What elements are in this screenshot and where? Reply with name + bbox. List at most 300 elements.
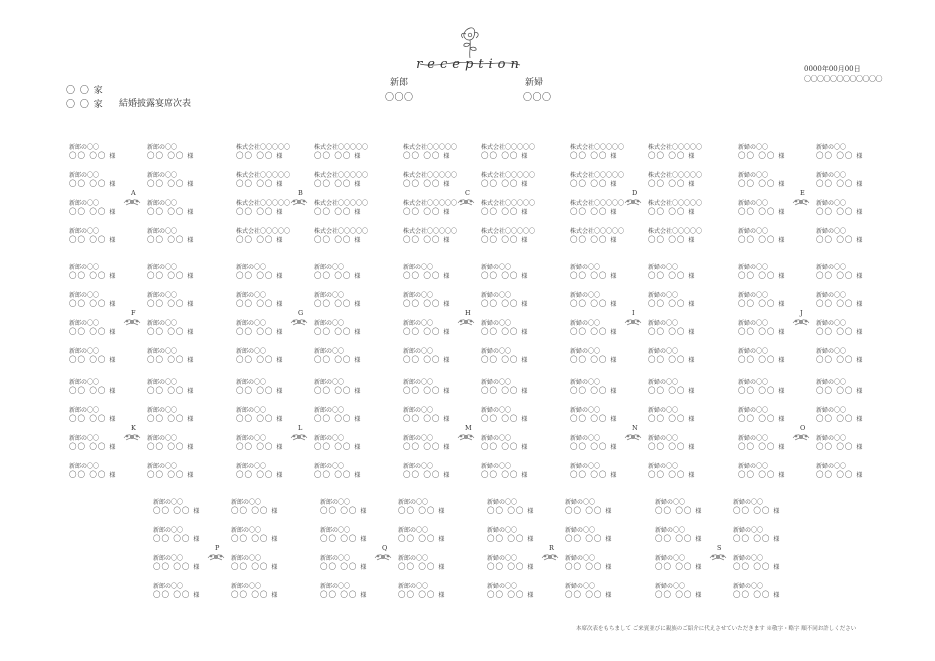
guest-title: 新婦の〇〇: [733, 499, 764, 506]
honorific: 様: [354, 301, 362, 308]
guest-seat: [481, 436, 528, 453]
honorific: 様: [856, 416, 864, 423]
guest-name: 〇〇 〇〇 様: [153, 562, 201, 571]
guest-title: 新郎の〇〇: [147, 435, 178, 442]
guest-name: 〇〇 〇〇 様: [403, 386, 451, 395]
guest-title: 新婦の〇〇: [481, 407, 512, 414]
document-subtitle: 結婚披露宴席次表: [119, 99, 192, 109]
guest-name: 〇〇 〇〇 様: [816, 299, 864, 308]
guest-name: 〇〇 〇〇 様: [403, 414, 451, 423]
flower-table-icon: [456, 430, 476, 444]
guest-title: 新婦の〇〇: [570, 463, 601, 470]
honorific: 様: [354, 472, 362, 479]
guest-title: 新郎の〇〇: [403, 264, 434, 271]
guest-seat: [816, 293, 863, 310]
guest-title: 新婦の〇〇: [481, 348, 512, 355]
honorific: 様: [271, 592, 279, 599]
honorific: 様: [438, 508, 446, 515]
guest-name: 〇〇 〇〇 様: [816, 207, 864, 216]
guest-name: 〇〇 〇〇 様: [320, 534, 368, 543]
guest-seat: [570, 436, 617, 453]
guest-seat: [403, 380, 450, 397]
guest-name: 〇〇 〇〇 様: [733, 506, 781, 515]
guest-name: 〇〇 〇〇 様: [314, 414, 362, 423]
flower-table-icon: [791, 315, 811, 329]
guest-title: 新婦の〇〇: [648, 407, 679, 414]
table-letter: E: [800, 189, 805, 197]
honorific: 様: [527, 508, 535, 515]
guest-seat: [147, 436, 194, 453]
honorific: 様: [695, 592, 703, 599]
guest-name: 〇〇 〇〇 様: [147, 386, 195, 395]
honorific: 様: [688, 301, 696, 308]
guest-seat: [153, 500, 200, 517]
honorific: 様: [856, 301, 864, 308]
bride-family-name: 〇 〇 家: [66, 100, 104, 110]
guest-seat: [481, 293, 528, 310]
guest-seat: [69, 173, 116, 190]
guest-title: 新郎の〇〇: [314, 435, 345, 442]
guest-title: 新郎の〇〇: [231, 583, 262, 590]
flower-table-icon: [289, 315, 309, 329]
guest-seat: [648, 265, 695, 282]
guest-seat: [231, 584, 278, 601]
guest-title: 新郎の〇〇: [236, 463, 267, 470]
guest-name: 〇〇 〇〇 様: [733, 590, 781, 599]
flower-table-icon: [289, 430, 309, 444]
guest-name: 〇〇 〇〇 様: [231, 590, 279, 599]
guest-seat: [236, 380, 283, 397]
guest-seat: [481, 173, 535, 190]
guest-seat: [314, 265, 361, 282]
guest-title: 新婦の〇〇: [570, 348, 601, 355]
honorific: 様: [354, 209, 362, 216]
guest-name: 〇〇 〇〇 様: [481, 299, 529, 308]
honorific: 様: [276, 388, 284, 395]
guest-title: 新婦の〇〇: [816, 435, 847, 442]
guest-title: 新郎の〇〇: [236, 435, 267, 442]
guest-name: 〇〇 〇〇 様: [236, 470, 284, 479]
guest-title: 株式会社〇〇〇〇〇: [314, 228, 369, 235]
guest-seat: [236, 293, 283, 310]
guest-seat: [236, 464, 283, 481]
guest-name: 〇〇 〇〇 様: [236, 299, 284, 308]
flower-table-icon: [623, 195, 643, 209]
guest-title: 新婦の〇〇: [648, 435, 679, 442]
guest-seat: [320, 556, 367, 573]
honorific: 様: [521, 301, 529, 308]
honorific: 様: [778, 472, 786, 479]
honorific: 様: [271, 508, 279, 515]
guest-name: 〇〇 〇〇 様: [565, 506, 613, 515]
guest-name: 〇〇 〇〇 様: [733, 562, 781, 571]
guest-seat: [738, 229, 785, 246]
guest-title: 新郎の〇〇: [398, 555, 429, 562]
guest-title: 新婦の〇〇: [655, 583, 686, 590]
guest-name: 〇〇 〇〇 様: [816, 470, 864, 479]
guest-seat: [147, 229, 194, 246]
guest-name: 〇〇 〇〇 様: [487, 534, 535, 543]
guest-title: 新婦の〇〇: [738, 435, 769, 442]
guest-name: 〇〇 〇〇 様: [231, 562, 279, 571]
table-letter: F: [131, 309, 136, 317]
guest-title: 新郎の〇〇: [403, 407, 434, 414]
guest-name: 〇〇 〇〇 様: [816, 179, 864, 188]
table-letter: C: [465, 189, 470, 197]
guest-name: 〇〇 〇〇 様: [570, 299, 618, 308]
guest-name: 〇〇 〇〇 様: [236, 386, 284, 395]
honorific: 様: [521, 273, 529, 280]
guest-seat: [738, 173, 785, 190]
guest-name: 〇〇 〇〇 様: [314, 207, 362, 216]
guest-seat: [147, 293, 194, 310]
guest-name: 〇〇 〇〇 様: [738, 386, 786, 395]
guest-title: 株式会社〇〇〇〇〇: [314, 172, 369, 179]
honorific: 様: [521, 153, 529, 160]
honorific: 様: [187, 153, 195, 160]
guest-title: 新郎の〇〇: [398, 583, 429, 590]
honorific: 様: [856, 444, 864, 451]
guest-title: 新郎の〇〇: [403, 463, 434, 470]
honorific: 様: [695, 508, 703, 515]
honorific: 様: [187, 472, 195, 479]
guest-seat: [69, 265, 116, 282]
guest-seat: [320, 500, 367, 517]
guest-name: 〇〇 〇〇 様: [481, 179, 529, 188]
guest-title: 新婦の〇〇: [487, 583, 518, 590]
guest-seat: [481, 145, 535, 162]
guest-seat: [320, 584, 367, 601]
honorific: 様: [187, 273, 195, 280]
guest-title: 新婦の〇〇: [570, 407, 601, 414]
guest-name: 〇〇 〇〇 様: [570, 179, 618, 188]
guest-seat: [655, 500, 702, 517]
guest-seat: [314, 380, 361, 397]
guest-seat: [565, 500, 612, 517]
honorific: 様: [688, 237, 696, 244]
guest-seat: [816, 321, 863, 338]
guest-title: 新郎の〇〇: [147, 292, 178, 299]
guest-title: 新郎の〇〇: [314, 348, 345, 355]
guest-name: 〇〇 〇〇 様: [236, 235, 284, 244]
honorific: 様: [778, 301, 786, 308]
honorific: 様: [109, 329, 117, 336]
guest-name: 〇〇 〇〇 様: [69, 386, 117, 395]
table-letter: D: [632, 189, 638, 197]
guest-title: 新婦の〇〇: [738, 348, 769, 355]
honorific: 様: [610, 357, 618, 364]
guest-title: 株式会社〇〇〇〇〇: [570, 144, 625, 151]
guest-seat: [69, 229, 116, 246]
guest-seat: [816, 436, 863, 453]
honorific: 様: [778, 444, 786, 451]
guest-title: 新郎の〇〇: [236, 320, 267, 327]
guest-seat: [153, 584, 200, 601]
guest-title: 新郎の〇〇: [320, 555, 351, 562]
guest-name: 〇〇 〇〇 様: [570, 327, 618, 336]
honorific: 様: [688, 273, 696, 280]
honorific: 様: [521, 209, 529, 216]
guest-name: 〇〇 〇〇 様: [481, 151, 529, 160]
honorific: 様: [360, 536, 368, 543]
flower-logo: [416, 22, 524, 80]
guest-title: 新郎の〇〇: [403, 435, 434, 442]
guest-title: 新郎の〇〇: [69, 144, 100, 151]
guest-title: 株式会社〇〇〇〇〇: [403, 200, 458, 207]
honorific: 様: [688, 472, 696, 479]
guest-title: 新婦の〇〇: [733, 555, 764, 562]
guest-seat: [403, 173, 457, 190]
honorific: 様: [276, 329, 284, 336]
flower-table-icon: [373, 550, 393, 564]
guest-name: 〇〇 〇〇 様: [738, 470, 786, 479]
guest-name: 〇〇 〇〇 様: [481, 235, 529, 244]
guest-name: 〇〇 〇〇 様: [655, 562, 703, 571]
guest-name: 〇〇 〇〇 様: [236, 271, 284, 280]
guest-title: 新婦の〇〇: [648, 264, 679, 271]
guest-title: 株式会社〇〇〇〇〇: [314, 200, 369, 207]
table-letter: A: [131, 189, 136, 197]
table-letter: S: [717, 544, 722, 552]
honorific: 様: [193, 592, 201, 599]
guest-title: 新郎の〇〇: [69, 200, 100, 207]
table-letter: J: [800, 309, 803, 317]
guest-seat: [231, 556, 278, 573]
guest-title: 新郎の〇〇: [147, 463, 178, 470]
guest-seat: [236, 408, 283, 425]
guest-seat: [320, 528, 367, 545]
guest-name: 〇〇 〇〇 様: [314, 299, 362, 308]
guest-seat: [648, 464, 695, 481]
guest-name: 〇〇 〇〇 様: [398, 562, 446, 571]
guest-seat: [738, 349, 785, 366]
guest-name: 〇〇 〇〇 様: [816, 327, 864, 336]
honorific: 様: [193, 508, 201, 515]
table-letter: L: [298, 424, 303, 432]
honorific: 様: [187, 237, 195, 244]
guest-name: 〇〇 〇〇 様: [648, 207, 696, 216]
logo-text: reception: [416, 57, 524, 72]
guest-seat: [69, 145, 116, 162]
guest-name: 〇〇 〇〇 様: [487, 506, 535, 515]
guest-name: 〇〇 〇〇 様: [236, 179, 284, 188]
guest-name: 〇〇 〇〇 様: [398, 590, 446, 599]
guest-seat: [816, 229, 863, 246]
guest-seat: [487, 500, 534, 517]
guest-name: 〇〇 〇〇 様: [147, 470, 195, 479]
guest-title: 新郎の〇〇: [236, 407, 267, 414]
flower-table-icon: [623, 315, 643, 329]
guest-title: 新郎の〇〇: [153, 527, 184, 534]
guest-name: 〇〇 〇〇 様: [231, 534, 279, 543]
guest-seat: [147, 173, 194, 190]
honorific: 様: [521, 237, 529, 244]
guest-name: 〇〇 〇〇 様: [403, 470, 451, 479]
honorific: 様: [354, 357, 362, 364]
groom-name: 〇〇〇: [385, 93, 414, 103]
guest-seat: [816, 464, 863, 481]
guest-name: 〇〇 〇〇 様: [481, 271, 529, 280]
honorific: 様: [109, 209, 117, 216]
guest-title: 新郎の〇〇: [147, 144, 178, 151]
honorific: 様: [688, 209, 696, 216]
honorific: 様: [778, 357, 786, 364]
honorific: 様: [443, 416, 451, 423]
guest-title: 新郎の〇〇: [236, 348, 267, 355]
guest-seat: [153, 528, 200, 545]
table-letter: G: [298, 309, 304, 317]
guest-name: 〇〇 〇〇 様: [648, 179, 696, 188]
guest-name: 〇〇 〇〇 様: [648, 414, 696, 423]
guest-title: 新婦の〇〇: [648, 463, 679, 470]
honorific: 様: [187, 209, 195, 216]
guest-seat: [738, 408, 785, 425]
guest-seat: [570, 408, 617, 425]
guest-seat: [314, 293, 361, 310]
flower-table-icon: [456, 195, 476, 209]
honorific: 様: [109, 273, 117, 280]
guest-name: 〇〇 〇〇 様: [153, 534, 201, 543]
guest-name: 〇〇 〇〇 様: [570, 442, 618, 451]
honorific: 様: [527, 536, 535, 543]
guest-name: 〇〇 〇〇 様: [565, 534, 613, 543]
guest-title: 新郎の〇〇: [231, 527, 262, 534]
guest-title: 株式会社〇〇〇〇〇: [648, 228, 703, 235]
guest-name: 〇〇 〇〇 様: [570, 207, 618, 216]
guest-seat: [403, 293, 450, 310]
guest-title: 新郎の〇〇: [147, 407, 178, 414]
guest-seat: [314, 408, 361, 425]
guest-name: 〇〇 〇〇 様: [565, 590, 613, 599]
honorific: 様: [354, 329, 362, 336]
guest-title: 新郎の〇〇: [320, 527, 351, 534]
honorific: 様: [354, 237, 362, 244]
guest-title: 新郎の〇〇: [69, 407, 100, 414]
honorific: 様: [187, 181, 195, 188]
guest-seat: [147, 201, 194, 218]
honorific: 様: [521, 357, 529, 364]
guest-title: 新郎の〇〇: [69, 463, 100, 470]
guest-name: 〇〇 〇〇 様: [231, 506, 279, 515]
guest-seat: [648, 201, 702, 218]
guest-title: 新婦の〇〇: [481, 379, 512, 386]
guest-name: 〇〇 〇〇 様: [69, 207, 117, 216]
honorific: 様: [778, 416, 786, 423]
guest-seat: [403, 201, 457, 218]
guest-title: 新婦の〇〇: [487, 527, 518, 534]
table-letter: O: [800, 424, 806, 432]
guest-title: 株式会社〇〇〇〇〇: [570, 228, 625, 235]
honorific: 様: [276, 273, 284, 280]
guest-title: 新婦の〇〇: [565, 527, 596, 534]
honorific: 様: [778, 329, 786, 336]
guest-seat: [147, 408, 194, 425]
flower-table-icon: [122, 315, 142, 329]
guest-title: 株式会社〇〇〇〇〇: [403, 144, 458, 151]
honorific: 様: [773, 592, 781, 599]
guest-name: 〇〇 〇〇 様: [398, 534, 446, 543]
guest-seat: [236, 265, 283, 282]
guest-name: 〇〇 〇〇 様: [69, 299, 117, 308]
guest-title: 新婦の〇〇: [648, 292, 679, 299]
guest-title: 新婦の〇〇: [481, 463, 512, 470]
guest-title: 株式会社〇〇〇〇〇: [403, 228, 458, 235]
honorific: 様: [443, 273, 451, 280]
honorific: 様: [688, 181, 696, 188]
guest-seat: [738, 380, 785, 397]
table-letter: N: [632, 424, 638, 432]
guest-name: 〇〇 〇〇 様: [655, 506, 703, 515]
guest-title: 株式会社〇〇〇〇〇: [570, 172, 625, 179]
table-letter: Q: [382, 544, 388, 552]
guest-title: 新婦の〇〇: [816, 320, 847, 327]
guest-seat: [487, 556, 534, 573]
flower-table-icon: [206, 550, 226, 564]
honorific: 様: [605, 592, 613, 599]
flower-table-icon: [122, 430, 142, 444]
guest-seat: [314, 321, 361, 338]
honorific: 様: [856, 273, 864, 280]
guest-seat: [565, 584, 612, 601]
guest-seat: [487, 528, 534, 545]
guest-name: 〇〇 〇〇 様: [403, 235, 451, 244]
table-letter: K: [131, 424, 136, 432]
honorific: 様: [856, 357, 864, 364]
guest-title: 新郎の〇〇: [314, 463, 345, 470]
guest-name: 〇〇 〇〇 様: [147, 271, 195, 280]
guest-title: 株式会社〇〇〇〇〇: [648, 172, 703, 179]
honorific: 様: [610, 329, 618, 336]
honorific: 様: [443, 444, 451, 451]
honorific: 様: [688, 329, 696, 336]
guest-seat: [314, 464, 361, 481]
guest-title: 株式会社〇〇〇〇〇: [236, 172, 291, 179]
guest-seat: [481, 408, 528, 425]
guest-title: 新婦の〇〇: [565, 555, 596, 562]
family-names: [66, 84, 104, 112]
guest-name: 〇〇 〇〇 様: [403, 355, 451, 364]
guest-title: 新郎の〇〇: [69, 348, 100, 355]
guest-title: 株式会社〇〇〇〇〇: [314, 144, 369, 151]
guest-title: 新郎の〇〇: [153, 555, 184, 562]
guest-title: 株式会社〇〇〇〇〇: [481, 200, 536, 207]
honorific: 様: [521, 388, 529, 395]
guest-seat: [147, 380, 194, 397]
guest-seat: [314, 349, 361, 366]
guest-seat: [733, 500, 780, 517]
guest-title: 新婦の〇〇: [738, 144, 769, 151]
table-letter: M: [465, 424, 472, 432]
guest-name: 〇〇 〇〇 様: [314, 355, 362, 364]
guest-seat: [314, 173, 368, 190]
guest-seat: [570, 265, 617, 282]
honorific: 様: [610, 472, 618, 479]
honorific: 様: [276, 301, 284, 308]
honorific: 様: [856, 153, 864, 160]
honorific: 様: [354, 153, 362, 160]
honorific: 様: [276, 237, 284, 244]
guest-name: 〇〇 〇〇 様: [314, 327, 362, 336]
guest-title: 新郎の〇〇: [69, 292, 100, 299]
honorific: 様: [778, 237, 786, 244]
guest-title: 新郎の〇〇: [403, 379, 434, 386]
guest-name: 〇〇 〇〇 様: [648, 386, 696, 395]
honorific: 様: [360, 508, 368, 515]
honorific: 様: [605, 564, 613, 571]
guest-title: 新婦の〇〇: [816, 228, 847, 235]
guest-seat: [738, 293, 785, 310]
honorific: 様: [527, 592, 535, 599]
